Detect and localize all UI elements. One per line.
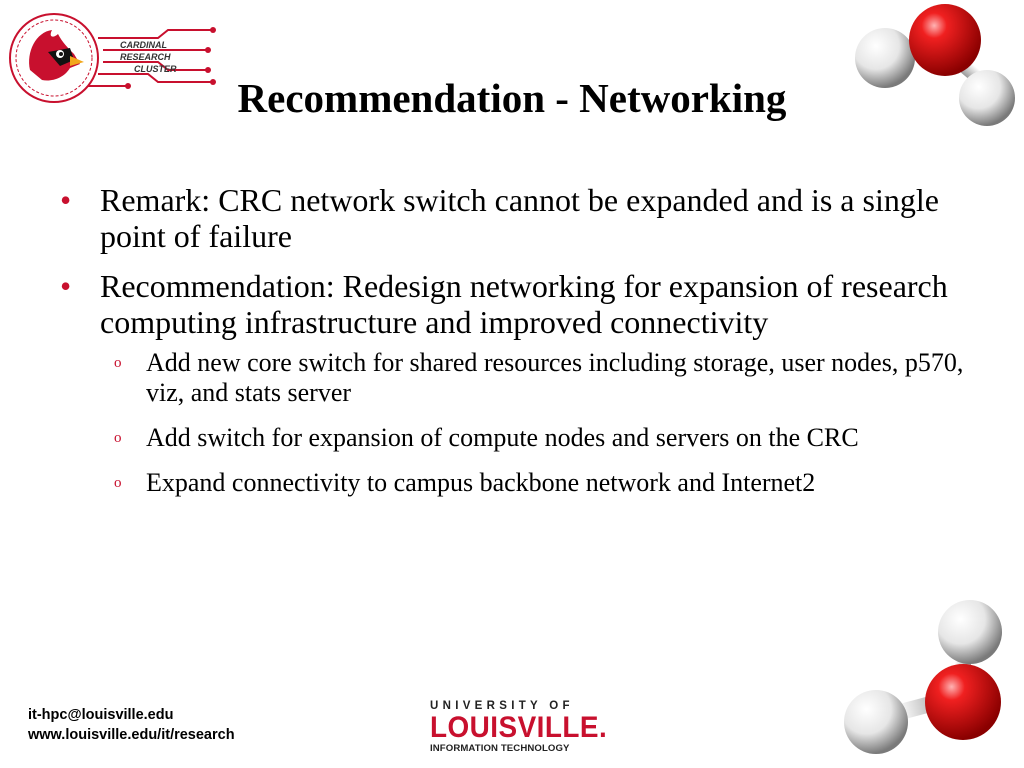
bullet-item bbox=[60, 182, 960, 254]
university-top-text: UNIVERSITY OF bbox=[430, 700, 574, 712]
bullet-marker: • bbox=[60, 182, 72, 218]
footer-url: www.louisville.edu/it/research bbox=[28, 727, 235, 743]
sub-bullet-text: Add switch for expansion of compute nodes and servers on the CRC bbox=[146, 423, 859, 452]
sub-bullet-marker: o bbox=[114, 355, 122, 371]
sub-bullet-marker: o bbox=[114, 475, 122, 491]
bullet-item bbox=[60, 268, 960, 340]
bullet-marker: • bbox=[60, 268, 72, 304]
sub-bullet-text: Expand connectivity to campus backbone network and Internet2 bbox=[146, 468, 816, 497]
university-sub-text: INFORMATION TECHNOLOGY bbox=[430, 743, 570, 754]
footer-contact bbox=[28, 705, 235, 745]
logo-line3: CLUSTER bbox=[134, 64, 177, 74]
slide-content bbox=[0, 182, 1000, 513]
university-main-text: LOUISVILLE. bbox=[430, 711, 608, 744]
logo-line1: CARDINAL bbox=[120, 40, 167, 50]
sub-bullet-text: Add new core switch for shared resources including storage, user nodes, p570, viz, and stats server bbox=[146, 348, 964, 407]
slide-title: Recommendation - Networking bbox=[237, 75, 787, 121]
sub-bullet-item bbox=[114, 348, 976, 408]
molecule-bottom-icon bbox=[838, 598, 1018, 764]
logo-line2: RESEARCH bbox=[120, 52, 171, 62]
bullet-text: Remark: CRC network switch cannot be expanded and is a single point of failure bbox=[100, 182, 939, 254]
sub-bullet-item bbox=[114, 423, 976, 453]
sub-bullet-item bbox=[114, 468, 976, 498]
footer-email: it-hpc@louisville.edu bbox=[28, 707, 174, 723]
sub-bullet-marker: o bbox=[114, 430, 122, 446]
university-of-louisville-logo bbox=[430, 700, 608, 760]
bullet-text: Recommendation: Redesign networking for expansion of research computing infrastructure and improved connectivity bbox=[100, 268, 948, 340]
